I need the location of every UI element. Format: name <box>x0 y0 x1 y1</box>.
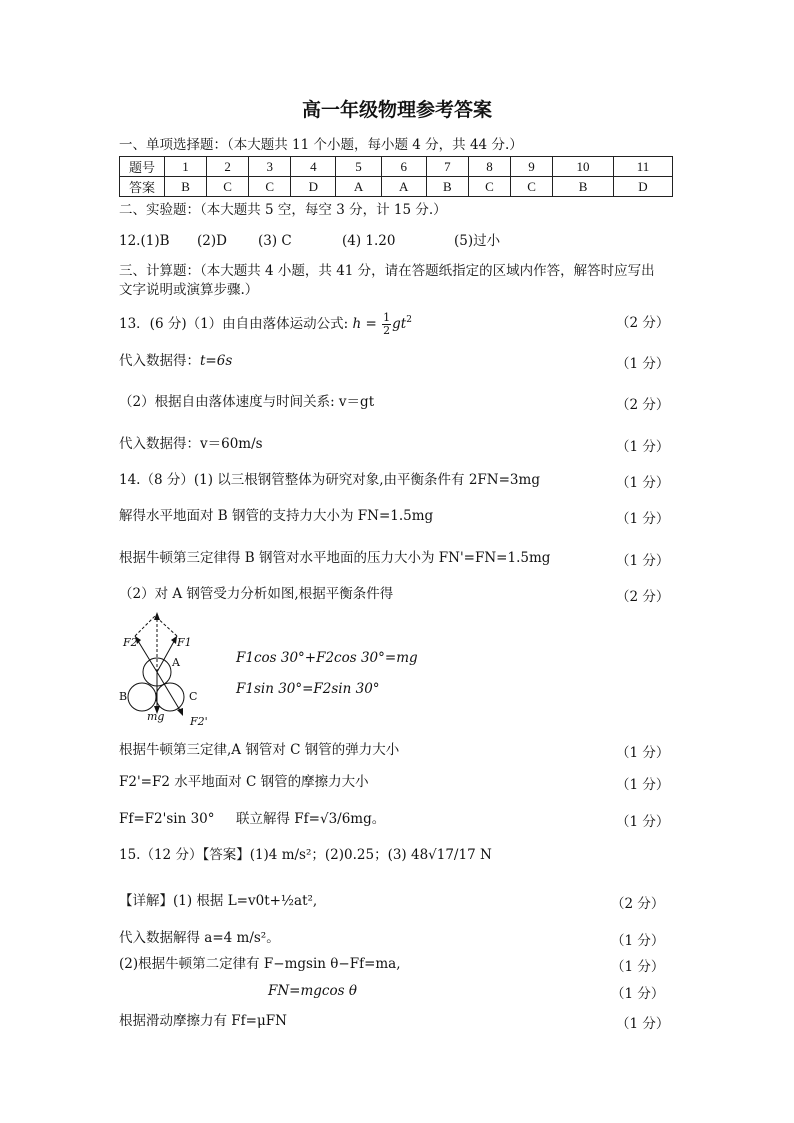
q12-answer-2: (2)D <box>197 233 227 249</box>
table-cell: C <box>511 177 553 197</box>
q14-line1: 14.（8 分）(1) 以三根钢管整体为研究对象,由平衡条件有 2FN=3mg <box>119 472 540 488</box>
table-cell: 题号 <box>120 157 165 177</box>
label-b: B <box>119 690 128 703</box>
section2-heading: 二、实验题：（本大题共 5 空，每空 3 分，计 15 分.） <box>119 202 447 218</box>
q13-score1: （2 分） <box>616 315 670 331</box>
table-cell: 8 <box>468 157 510 177</box>
table-cell: 6 <box>381 157 426 177</box>
section3-heading-line1: 三、计算题：（本大题共 4 小题，共 41 分，请在答题纸指定的区域内作答，解答时应写出 <box>119 263 655 279</box>
q13-line2-prefix: 代入数据得： <box>119 353 200 369</box>
q14-line2: 解得水平地面对 B 钢管的支持力大小为 FN=1.5mg <box>119 508 434 524</box>
q15-line1: 15.（12 分）【答案】(1)4 m/s²；(2)0.25；(3) 48√17/17 N <box>119 847 492 863</box>
table-cell: A <box>381 177 426 197</box>
q14-line6: F2'=F2 水平地面对 C 钢管的摩擦力大小 <box>119 774 369 790</box>
q14-score2: （1 分） <box>616 511 670 527</box>
q13-formula: h = $\frac{1}{2}$ $gt^2$ <box>352 311 412 337</box>
q15-score6: （1 分） <box>616 1016 670 1032</box>
q14-line7b: 联立解得 Ff=√3/6mg。 <box>236 811 386 827</box>
q13-line1-text: 13．(6 分)（1）由自由落体运动公式: <box>119 316 349 332</box>
table-cell: C <box>207 177 249 197</box>
table-row <box>120 177 673 197</box>
table-cell: D <box>614 177 673 197</box>
q15-line2: 【详解】(1) 根据 L=v0t+½at², <box>119 893 318 909</box>
label-mg: mg <box>147 710 165 723</box>
q12-answer-4: (4) 1.20 <box>342 233 396 249</box>
q14-score3: （1 分） <box>616 553 670 569</box>
answer-table <box>119 156 673 197</box>
q14-eq1: F1cos 30°+F2cos 30°=mg <box>236 650 418 666</box>
q13-score4: （1 分） <box>616 439 670 455</box>
force-diagram <box>115 612 225 731</box>
q13-line1 <box>119 311 412 337</box>
q14-eq2: F1sin 30°=F2sin 30° <box>236 681 380 697</box>
q13-score2: （1 分） <box>616 356 670 372</box>
q13-line2 <box>119 352 232 370</box>
q14-line4: （2）对 A 钢管受力分析如图,根据平衡条件得 <box>119 586 394 602</box>
q14-score4: （2 分） <box>616 589 670 605</box>
table-cell: 4 <box>291 157 336 177</box>
table-cell: 2 <box>207 157 249 177</box>
q12-answer-1: 12.(1)B <box>119 233 170 249</box>
table-cell: B <box>165 177 207 197</box>
section1-heading: 一、单项选择题：（本大题共 11 个小题，每小题 4 分，共 44 分.） <box>119 137 523 153</box>
table-cell: 11 <box>614 157 673 177</box>
q14-score1: （1 分） <box>616 475 670 491</box>
label-f2: F2 <box>123 636 138 649</box>
q12-answer-5: (5)过小 <box>454 233 501 249</box>
table-cell: C <box>468 177 510 197</box>
q13-line4: 代入数据得：v＝60m/s <box>119 436 263 452</box>
q15-line5: FN=mgcos θ <box>268 983 357 999</box>
q14-line5: 根据牛顿第三定律,A 钢管对 C 钢管的弹力大小 <box>119 742 400 758</box>
table-row <box>120 157 673 177</box>
q13-score3: （2 分） <box>616 397 670 413</box>
q12-answer-3: (3) C <box>258 233 292 249</box>
q14-line7a: Ff=F2'sin 30° <box>119 811 215 827</box>
table-cell: B <box>426 177 468 197</box>
label-f2-prime: F2' <box>190 715 208 728</box>
q15-score3: （1 分） <box>611 933 665 949</box>
q14-score6: （1 分） <box>616 777 670 793</box>
q15-line3: 代入数据解得 a=4 m/s²。 <box>119 930 280 946</box>
table-cell: A <box>336 177 381 197</box>
table-cell: D <box>291 177 336 197</box>
table-cell: 5 <box>336 157 381 177</box>
table-cell: 10 <box>553 157 614 177</box>
q13-line3: （2）根据自由落体速度与时间关系: v＝gt <box>119 394 375 410</box>
label-c: C <box>189 690 198 703</box>
label-f1: F1 <box>177 636 192 649</box>
q15-line4: (2)根据牛顿第二定律有 F−mgsin θ−Ff=ma, <box>119 956 401 972</box>
table-cell: C <box>249 177 291 197</box>
table-cell: 3 <box>249 157 291 177</box>
q15-score5: （1 分） <box>611 986 665 1002</box>
q14-line3: 根据牛顿第三定律得 B 钢管对水平地面的压力大小为 FN'=FN=1.5mg <box>119 550 551 566</box>
page-title: 高一年级物理参考答案 <box>301 99 492 121</box>
q14-score7: （1 分） <box>616 814 670 830</box>
q13-line2-value: t=6s <box>200 353 233 369</box>
table-cell: 9 <box>511 157 553 177</box>
table-cell: B <box>553 177 614 197</box>
q15-score2: （2 分） <box>611 896 665 912</box>
force-diagram-svg <box>115 612 225 727</box>
q14-score5: （1 分） <box>616 745 670 761</box>
table-cell: 7 <box>426 157 468 177</box>
table-cell: 1 <box>165 157 207 177</box>
table-cell: 答案 <box>120 177 165 197</box>
q15-line6: 根据滑动摩擦力有 Ff=μFN <box>119 1013 287 1029</box>
q15-score4: （1 分） <box>611 959 665 975</box>
section3-heading-line2: 文字说明或演算步骤.） <box>119 282 259 298</box>
label-a: A <box>172 656 180 669</box>
